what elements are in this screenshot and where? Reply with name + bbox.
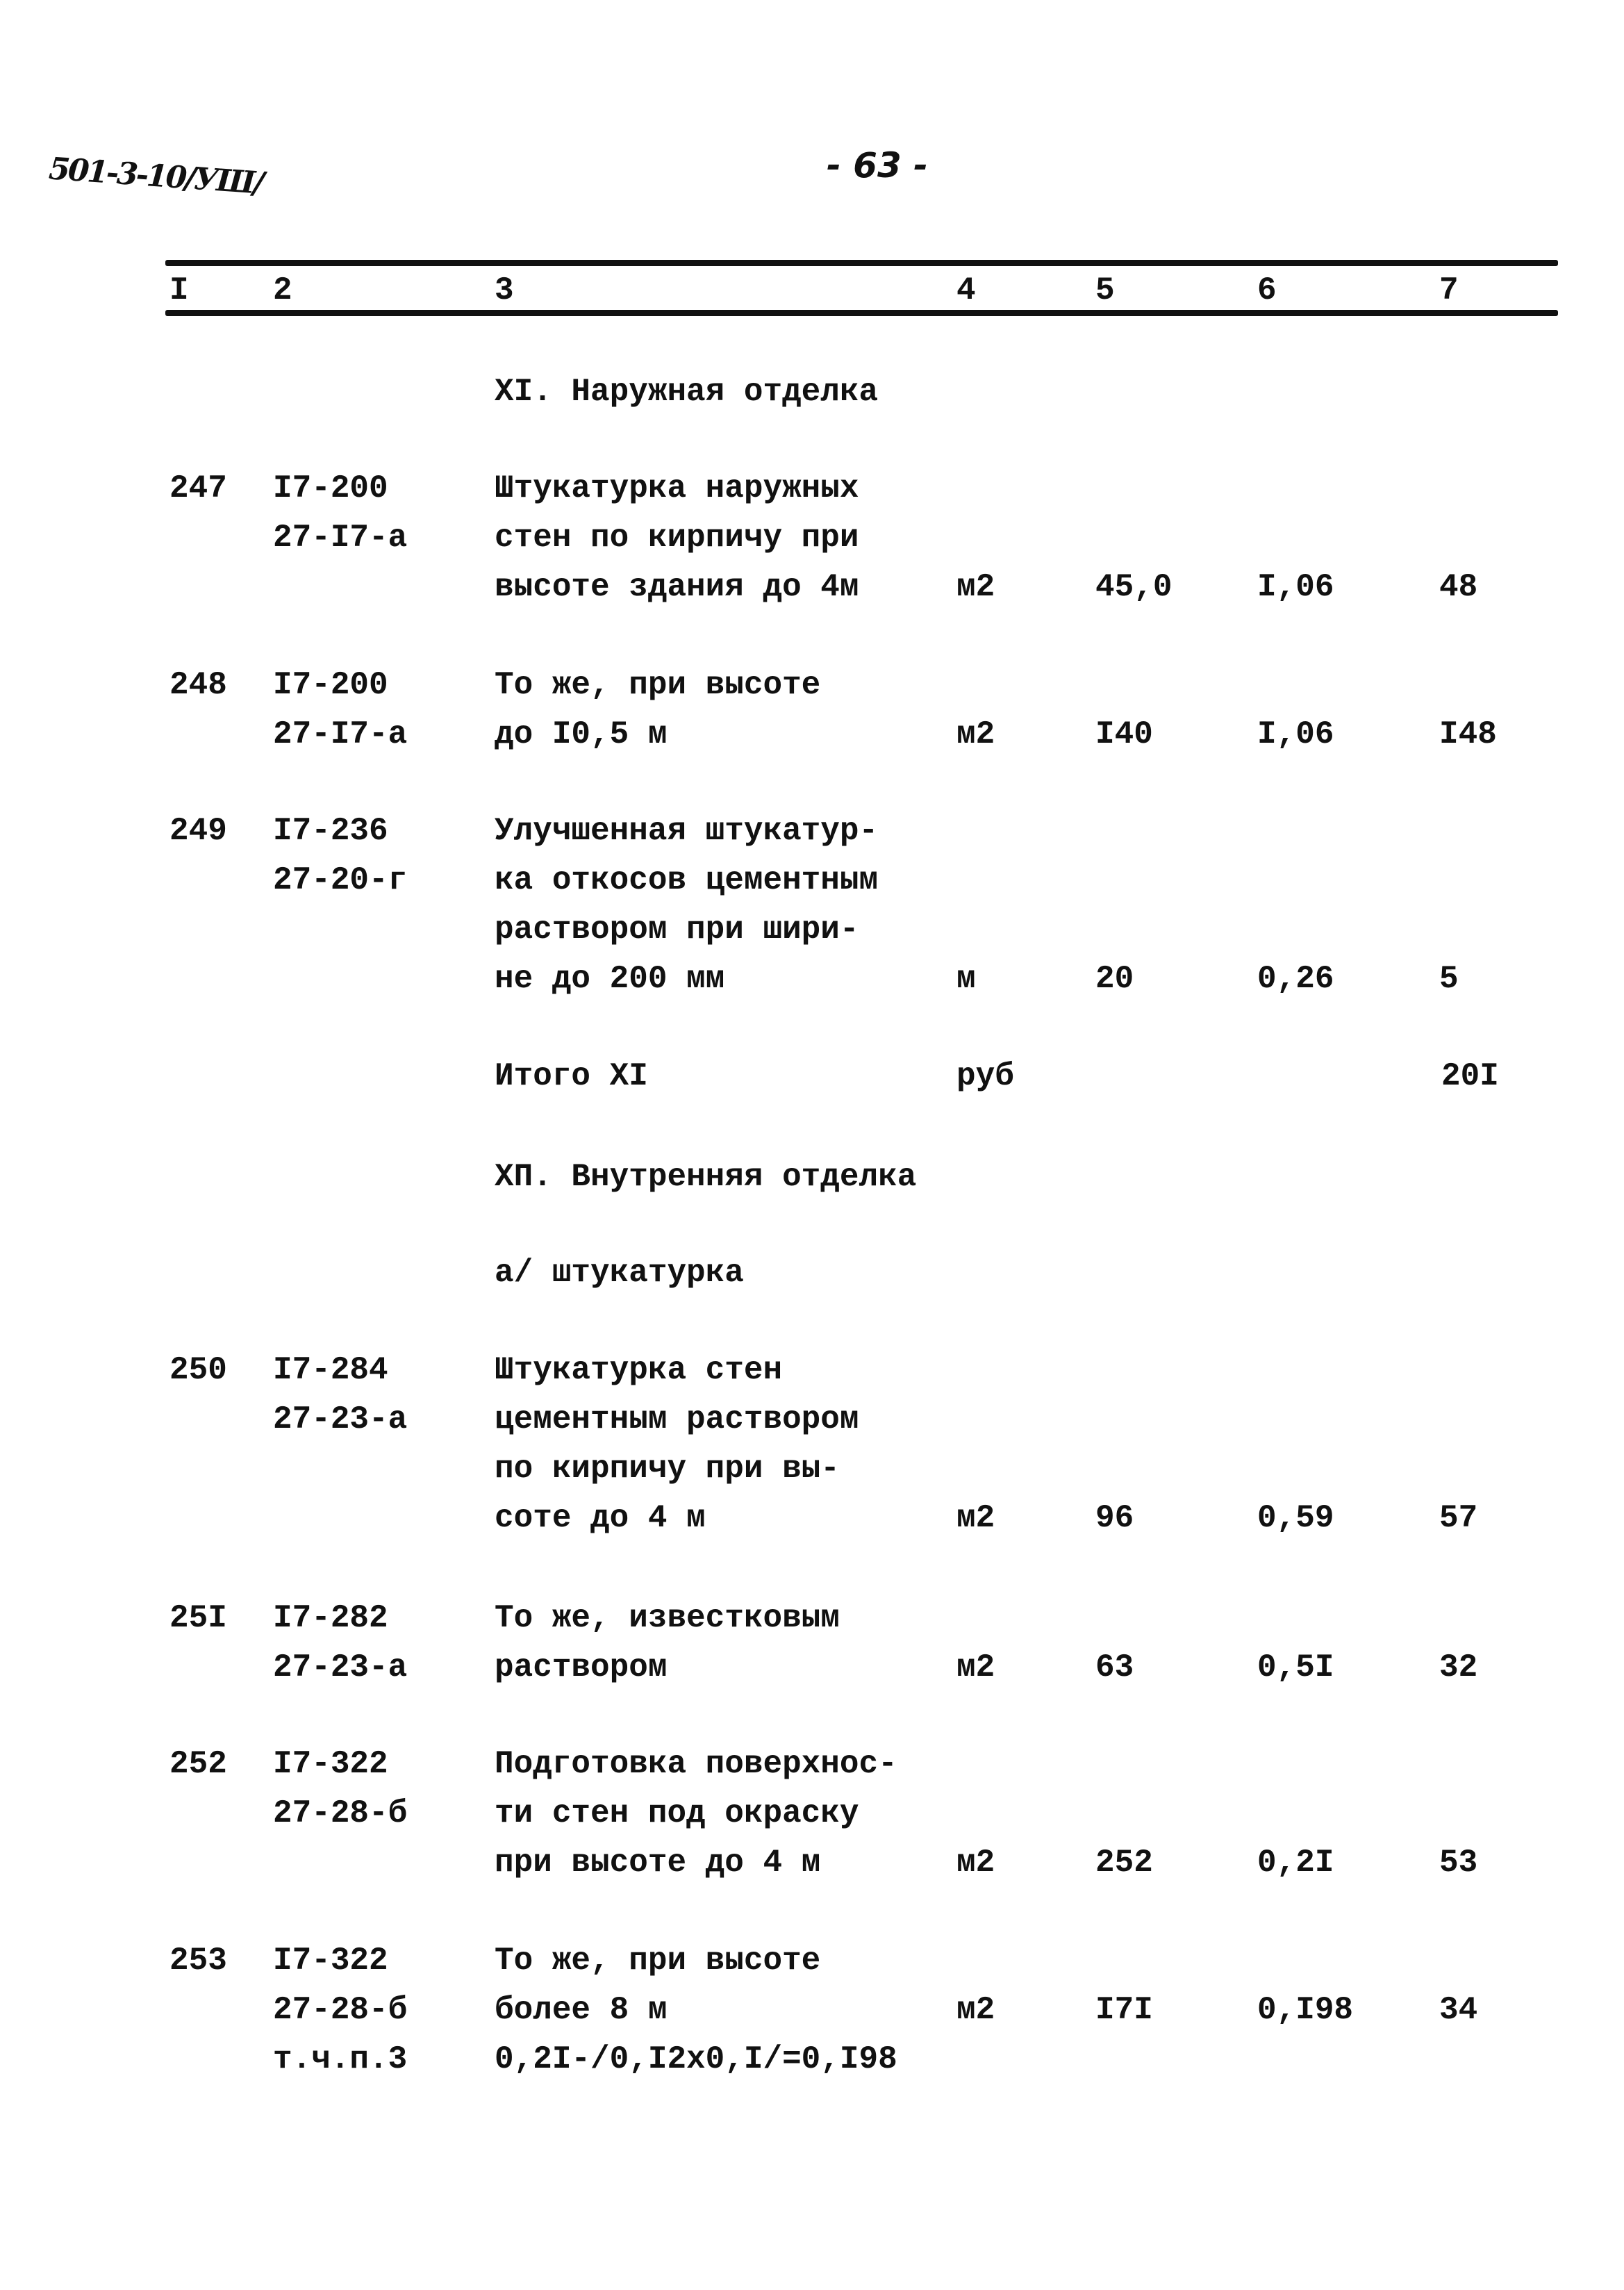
row-unit: м2 [956,1500,995,1536]
row-unit: м2 [956,716,995,752]
row-description-line: раствором при шири- [495,912,859,948]
row-unit-price: 0,26 [1257,961,1334,997]
row-code: I7-322 [273,1746,388,1782]
row-total: 53 [1439,1845,1478,1881]
row-unit-price: I,06 [1257,569,1334,605]
row-quantity: I40 [1095,716,1153,752]
row-description-line: не до 200 мм [495,961,725,997]
row-total: 57 [1439,1500,1478,1536]
row-code: 27-28-б [273,1795,408,1831]
row-code: I7-200 [273,667,388,703]
header-bottom-rule [165,310,1558,316]
column-header-6: 6 [1257,272,1277,308]
row-description-line: при высоте до 4 м [495,1845,821,1881]
row-number: 250 [169,1352,227,1388]
row-description-line: Подготовка поверхнос- [495,1746,897,1782]
total-xi-value: 20I [1441,1058,1499,1094]
row-unit: м2 [956,1649,995,1686]
row-unit-price: 0,I98 [1257,1992,1354,2028]
row-code: 27-23-а [273,1649,408,1686]
row-unit: м2 [956,1845,995,1881]
row-quantity: 96 [1095,1500,1134,1536]
row-code: 27-I7-а [273,520,408,556]
row-number: 25I [169,1600,227,1636]
section-xii-a-title: а/ штукатурка [495,1255,744,1291]
row-code: т.ч.п.3 [273,2041,408,2077]
section-xi-title: XI. Наружная отделка [495,374,879,410]
row-number: 249 [169,813,227,849]
column-header-5: 5 [1095,272,1115,308]
row-description-line: по кирпичу при вы- [495,1451,840,1487]
row-unit: м [956,961,976,997]
row-code: I7-322 [273,1943,388,1979]
row-total: 32 [1439,1649,1478,1686]
header-top-rule [165,260,1558,266]
row-quantity: 20 [1095,961,1134,997]
total-xi-label: Итого XI [495,1058,648,1094]
row-unit: м2 [956,569,995,605]
row-description-line: более 8 м [495,1992,668,2028]
row-code: 27-I7-а [273,716,408,752]
row-description-line: раствором [495,1649,668,1686]
row-number: 248 [169,667,227,703]
column-header-7: 7 [1439,272,1459,308]
total-xi-unit: руб [956,1058,1014,1094]
row-description-line: до I0,5 м [495,716,668,752]
row-unit-price: 0,59 [1257,1500,1334,1536]
row-unit-price: 0,2I [1257,1845,1334,1881]
document-code: 501-3-10/УШ/ [47,151,264,201]
row-description-line: Штукатурка наружных [495,470,859,506]
row-description-line: высоте здания до 4м [495,569,859,605]
column-header-4: 4 [956,272,976,308]
row-description-line: ка откосов цементным [495,862,879,898]
row-description-line: То же, при высоте [495,1943,821,1979]
column-header-3: 3 [495,272,514,308]
row-total: 5 [1439,961,1459,997]
row-description-line: цементным раствором [495,1401,859,1438]
row-unit: м2 [956,1992,995,2028]
row-code: I7-284 [273,1352,388,1388]
row-quantity: 63 [1095,1649,1134,1686]
row-code: 27-28-б [273,1992,408,2028]
column-header-2: 2 [273,272,292,308]
row-description-line: То же, при высоте [495,667,821,703]
row-code: I7-236 [273,813,388,849]
row-description-line: Штукатурка стен [495,1352,783,1388]
row-description-line: 0,2I-/0,I2х0,I/=0,I98 [495,2041,897,2077]
row-code: I7-282 [273,1600,388,1636]
row-total: I48 [1439,716,1497,752]
row-code: 27-23-а [273,1401,408,1438]
row-number: 253 [169,1943,227,1979]
row-description-line: То же, известковым [495,1600,840,1636]
row-description-line: стен по кирпичу при [495,520,859,556]
row-unit-price: 0,5I [1257,1649,1334,1686]
row-quantity: 45,0 [1095,569,1173,605]
row-description-line: соте до 4 м [495,1500,706,1536]
row-unit-price: I,06 [1257,716,1334,752]
row-description-line: ти стен под окраску [495,1795,859,1831]
row-total: 48 [1439,569,1478,605]
row-number: 247 [169,470,227,506]
row-code: I7-200 [273,470,388,506]
section-xii-title: XП. Внутренняя отделка [495,1159,917,1195]
row-quantity: I7I [1095,1992,1153,2028]
row-total: 34 [1439,1992,1478,2028]
row-code: 27-20-г [273,862,408,898]
page-number: - 63 - [827,145,928,186]
row-description-line: Улучшенная штукатур- [495,813,879,849]
row-number: 252 [169,1746,227,1782]
row-quantity: 252 [1095,1845,1153,1881]
column-header-1: I [169,272,189,308]
